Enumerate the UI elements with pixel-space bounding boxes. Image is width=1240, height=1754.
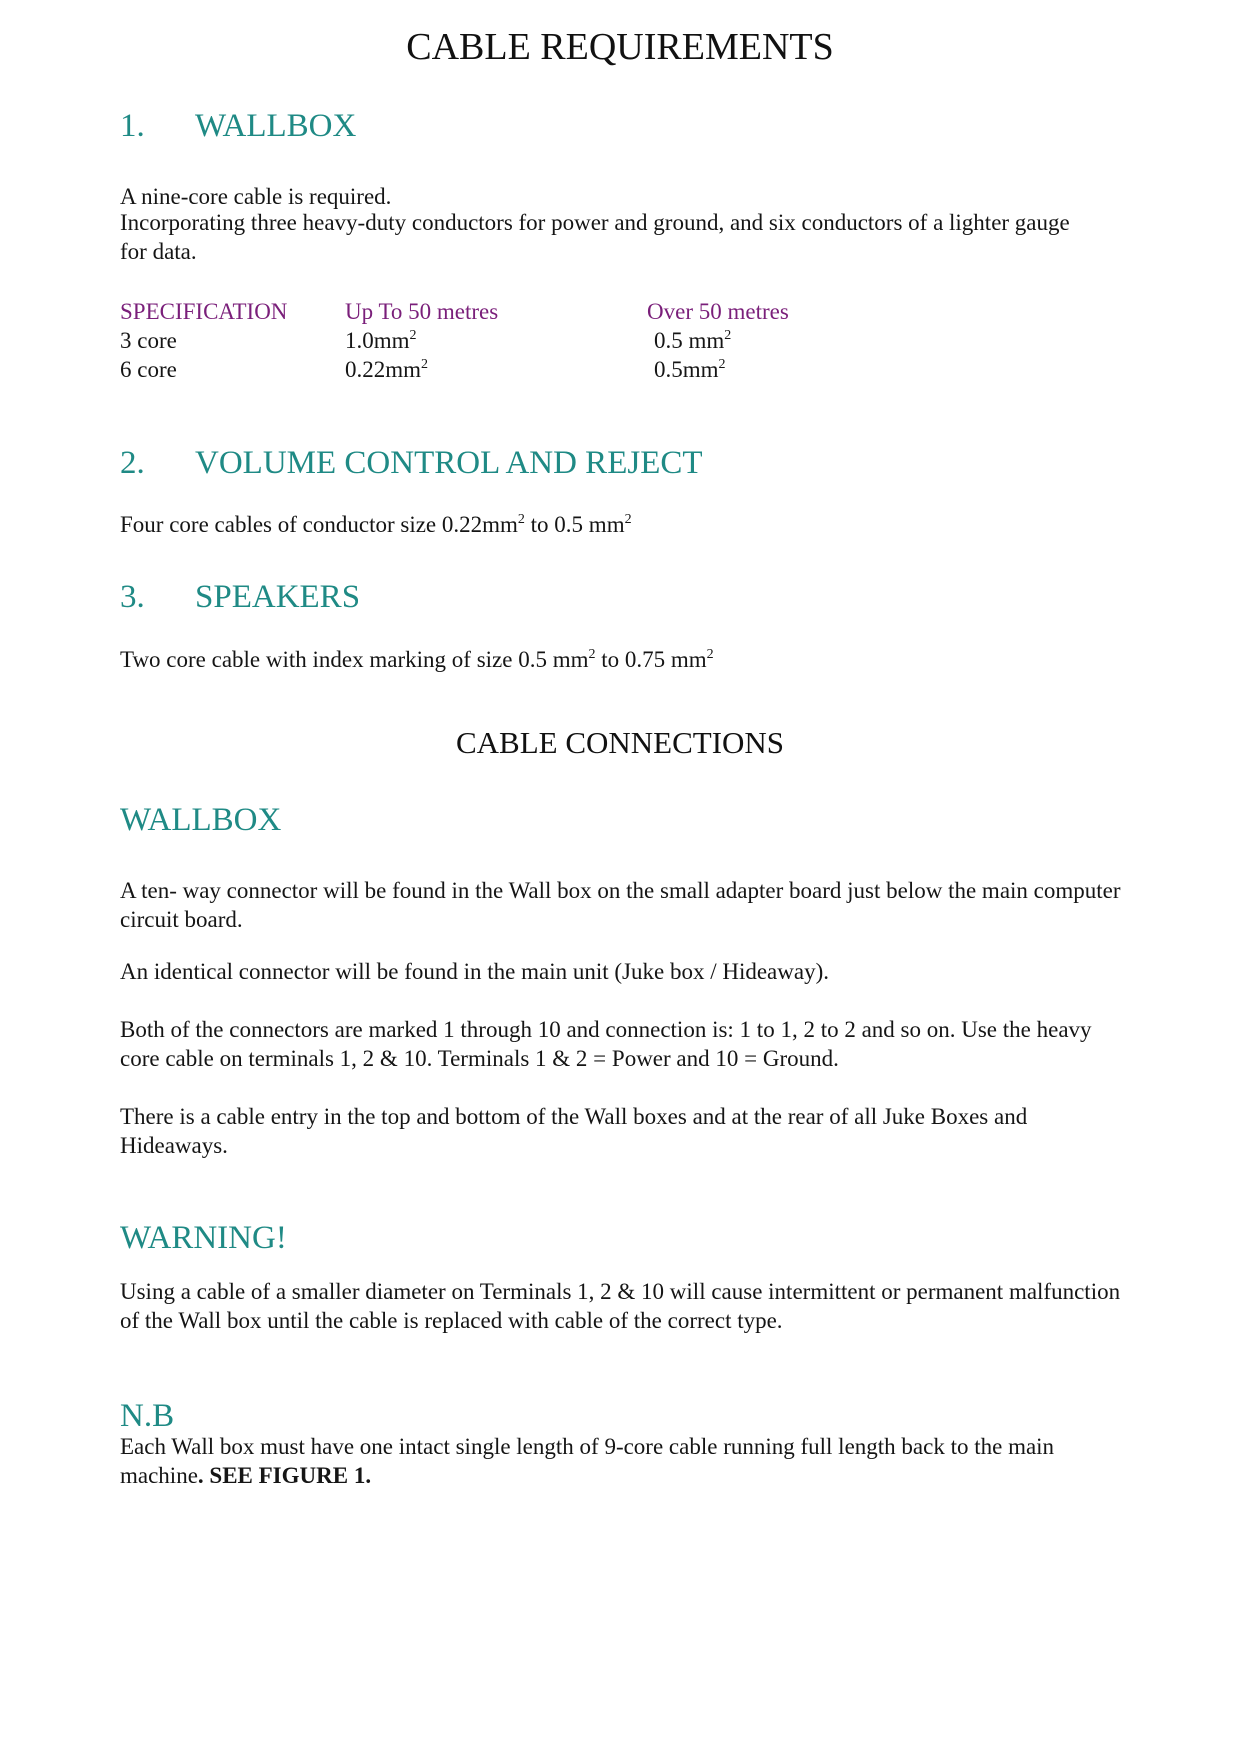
spec-header-up-to-50: Up To 50 metres <box>345 299 499 324</box>
page-title: CABLE REQUIREMENTS <box>406 26 834 68</box>
connections-wallbox-heading: WALLBOX <box>120 802 282 838</box>
spec-header-over-50: Over 50 metres <box>647 299 789 324</box>
section-heading-wallbox: WALLBOX <box>195 108 357 144</box>
spec-row-6core-label: 6 core <box>120 357 177 382</box>
connections-paragraph-2: An identical connector will be found in the main unit (Juke box / Hideaway). <box>120 959 829 984</box>
wallbox-line-1: A nine-core cable is required. <box>120 184 392 209</box>
section-heading-speakers: SPEAKERS <box>195 579 361 615</box>
section-heading-volume: VOLUME CONTROL AND REJECT <box>195 445 703 481</box>
nb-heading: N.B <box>120 1398 175 1434</box>
spec-row-3core-over-50: 0.5 $mm^2$ <box>654 328 732 353</box>
warning-text: Using a cable of a smaller diameter on Terminals 1, 2 & 10 will cause intermittent or permanent malfunction of the Wall box until the cable is replaced with cable of the correct type. <box>120 1279 1121 1333</box>
wallbox-line-2: Incorporating three heavy-duty conductors for power and ground, and six conductors of a lighter gauge for data. <box>120 210 1070 264</box>
section-number-3: 3. <box>120 579 145 615</box>
connections-paragraph-3: Both of the connectors are marked 1 through 10 and connection is: 1 to 1, 2 to 2 and so on. Use the heavy core cable on terminals 1, 2 & 10. Terminals 1 & 2 = Power and 10 = Ground. <box>120 1017 1092 1071</box>
spec-row-6core-up-to-50: $0.22mm^2$ <box>345 357 429 382</box>
connections-title: CABLE CONNECTIONS <box>455 725 785 760</box>
spec-row-6core-over-50: $0.5mm^2$ <box>654 357 726 382</box>
nb-text: Each Wall box must have one intact single length of 9-core cable running full length back to the main machine. SEE FIGURE 1. <box>120 1434 1055 1488</box>
see-figure-reference: . SEE FIGURE 1. <box>197 1463 372 1488</box>
warning-heading: WARNING! <box>120 1220 287 1256</box>
spec-row-3core-label: 3 core <box>120 328 177 353</box>
section-number-1: 1. <box>120 108 145 144</box>
spec-header-specification: SPECIFICATION <box>120 299 288 324</box>
volume-text: Four core cables of conductor size $0.22mm^2$ to 0.5 $mm^2$ <box>120 512 632 537</box>
connections-paragraph-4: There is a cable entry in the top and bottom of the Wall boxes and at the rear of all Juke Boxes and Hideaways. <box>120 1104 1028 1158</box>
connections-paragraph-1: A ten- way connector will be found in the Wall box on the small adapter board just below the main computer circuit board. <box>120 878 1121 932</box>
spec-row-3core-up-to-50: $1.0mm^2$ <box>345 328 417 353</box>
section-number-2: 2. <box>120 445 145 481</box>
speakers-text: Two core cable with index marking of size 0.5 $mm^2$ to 0.75 $mm^2$ <box>120 647 714 672</box>
